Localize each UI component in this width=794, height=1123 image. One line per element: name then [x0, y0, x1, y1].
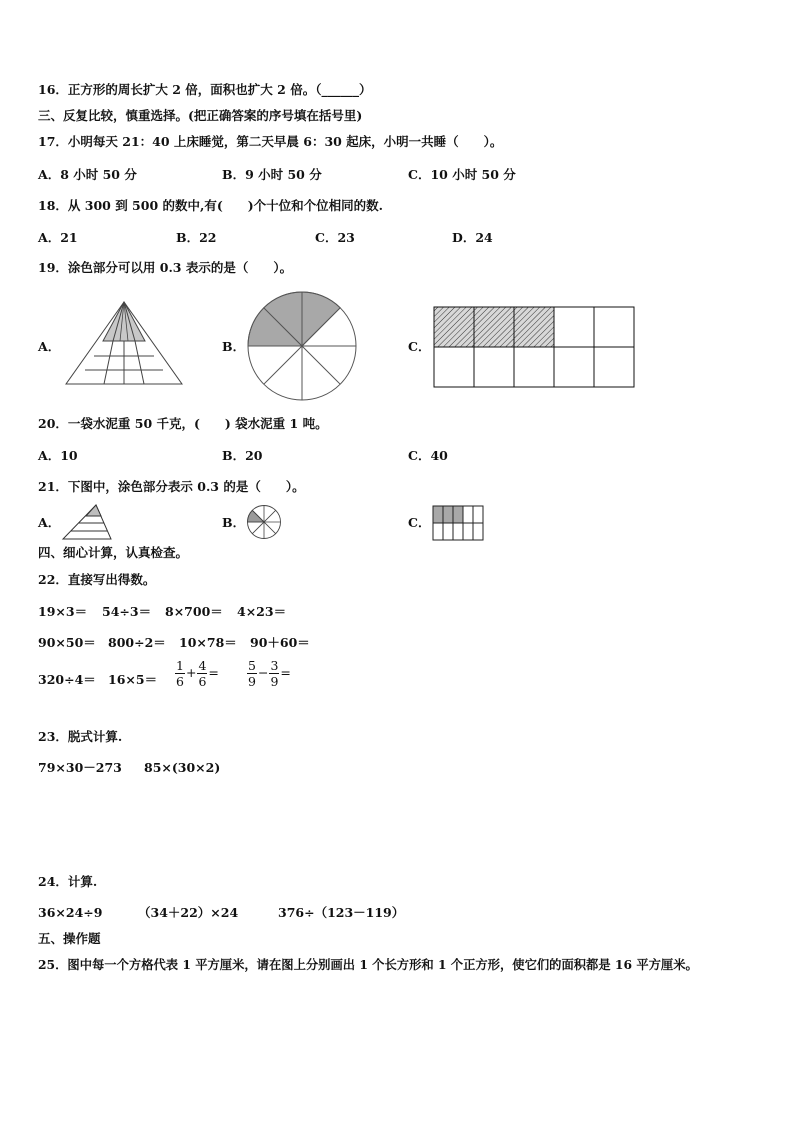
- section-4-heading: 四、细心计算，认真检查。: [38, 545, 189, 560]
- question-18-option-a[interactable]: A．21: [38, 230, 78, 245]
- question-16: 16．正方形的周长扩大 2 倍，面积也扩大 2 倍。（______）: [38, 82, 372, 97]
- question-18-option-c[interactable]: C．23: [315, 230, 355, 245]
- q22-item: 90×50＝: [38, 635, 96, 650]
- question-21-label-c[interactable]: C．: [408, 515, 431, 530]
- question-18-option-d[interactable]: D．24: [452, 230, 493, 245]
- q22-item: 54÷3＝: [102, 604, 152, 619]
- question-24-stem: 24．计算.: [38, 874, 98, 889]
- operator: −: [257, 665, 269, 680]
- q22-item: 90＋60＝: [250, 635, 310, 650]
- q22-item: 4×23＝: [237, 604, 287, 619]
- q21-circle-figure: [246, 504, 282, 540]
- denominator: 9: [248, 674, 256, 689]
- question-19-stem: 19．涂色部分可以用 0.3 表示的是（ ）。: [38, 260, 293, 275]
- question-20-option-b[interactable]: B．20: [222, 448, 263, 463]
- q24-item: （34＋22）×24: [138, 905, 239, 920]
- section-5-heading: 五、操作题: [38, 931, 101, 946]
- numerator: 3: [270, 658, 279, 673]
- q19-grid-figure: [433, 306, 635, 388]
- equals-sign: =: [208, 665, 219, 680]
- numerator: 1: [176, 658, 184, 673]
- q22-fraction-expression-1: [174, 658, 219, 689]
- question-19-label-c[interactable]: C．: [408, 339, 431, 354]
- question-17-option-c[interactable]: C．10 小时 50 分: [408, 167, 516, 182]
- question-21-stem: 21．下图中，涂色部分表示 0.3 的是（ ）。: [38, 479, 305, 494]
- operator: +: [185, 665, 197, 680]
- question-17-option-a[interactable]: A．8 小时 50 分: [38, 167, 137, 182]
- q22-item: 8×700＝: [165, 604, 223, 619]
- question-19-label-a[interactable]: A．: [38, 339, 61, 354]
- denominator: 6: [198, 674, 207, 689]
- question-18-stem: 18．从 300 到 500 的数中,有( )个十位和个位相同的数.: [38, 198, 384, 213]
- question-21-label-a[interactable]: A．: [38, 515, 61, 530]
- question-23-stem: 23．脱式计算.: [38, 729, 123, 744]
- q24-item: 36×24÷9: [38, 905, 103, 920]
- q24-item: 376÷（123－119）: [278, 905, 405, 920]
- question-17-stem: 17．小明每天 21：40 上床睡觉，第二天早晨 6：30 起床，小明一共睡（ ）。: [38, 134, 503, 149]
- equals-sign: =: [280, 665, 291, 680]
- q23-item: 85×(30×2): [144, 760, 221, 775]
- denominator: 6: [176, 674, 184, 689]
- q23-item: 79×30－273: [38, 760, 122, 775]
- denominator: 9: [270, 674, 279, 689]
- q22-item: 320÷4＝: [38, 672, 96, 687]
- q19-circle-figure: [246, 290, 358, 402]
- question-20-option-a[interactable]: A．10: [38, 448, 78, 463]
- question-21-label-b[interactable]: B．: [222, 515, 246, 530]
- numerator: 5: [248, 658, 256, 673]
- q21-triangle-figure: [62, 504, 112, 540]
- question-22-stem: 22．直接写出得数。: [38, 572, 156, 587]
- q22-fraction-expression-2: [246, 658, 291, 689]
- q22-item: 10×78＝: [179, 635, 237, 650]
- q22-item: 19×3＝: [38, 604, 88, 619]
- numerator: 4: [198, 658, 207, 673]
- q22-item: 800÷2＝: [108, 635, 166, 650]
- q21-grid-figure: [432, 505, 484, 541]
- question-25: 25．图中每一个方格代表 1 平方厘米，请在图上分别画出 1 个长方形和 1 个正方形，使它们的面积都是 16 平方厘米。: [38, 957, 698, 972]
- q22-item: 16×5＝: [108, 672, 158, 687]
- question-19-label-b[interactable]: B．: [222, 339, 246, 354]
- question-18-option-b[interactable]: B．22: [176, 230, 217, 245]
- question-17-option-b[interactable]: B．9 小时 50 分: [222, 167, 322, 182]
- q19-triangle-figure: [64, 300, 184, 386]
- question-20-option-c[interactable]: C．40: [408, 448, 448, 463]
- section-3-heading: 三、反复比较，慎重选择。(把正确答案的序号填在括号里): [38, 108, 363, 123]
- question-20-stem: 20．一袋水泥重 50 千克，( ) 袋水泥重 1 吨。: [38, 416, 328, 431]
